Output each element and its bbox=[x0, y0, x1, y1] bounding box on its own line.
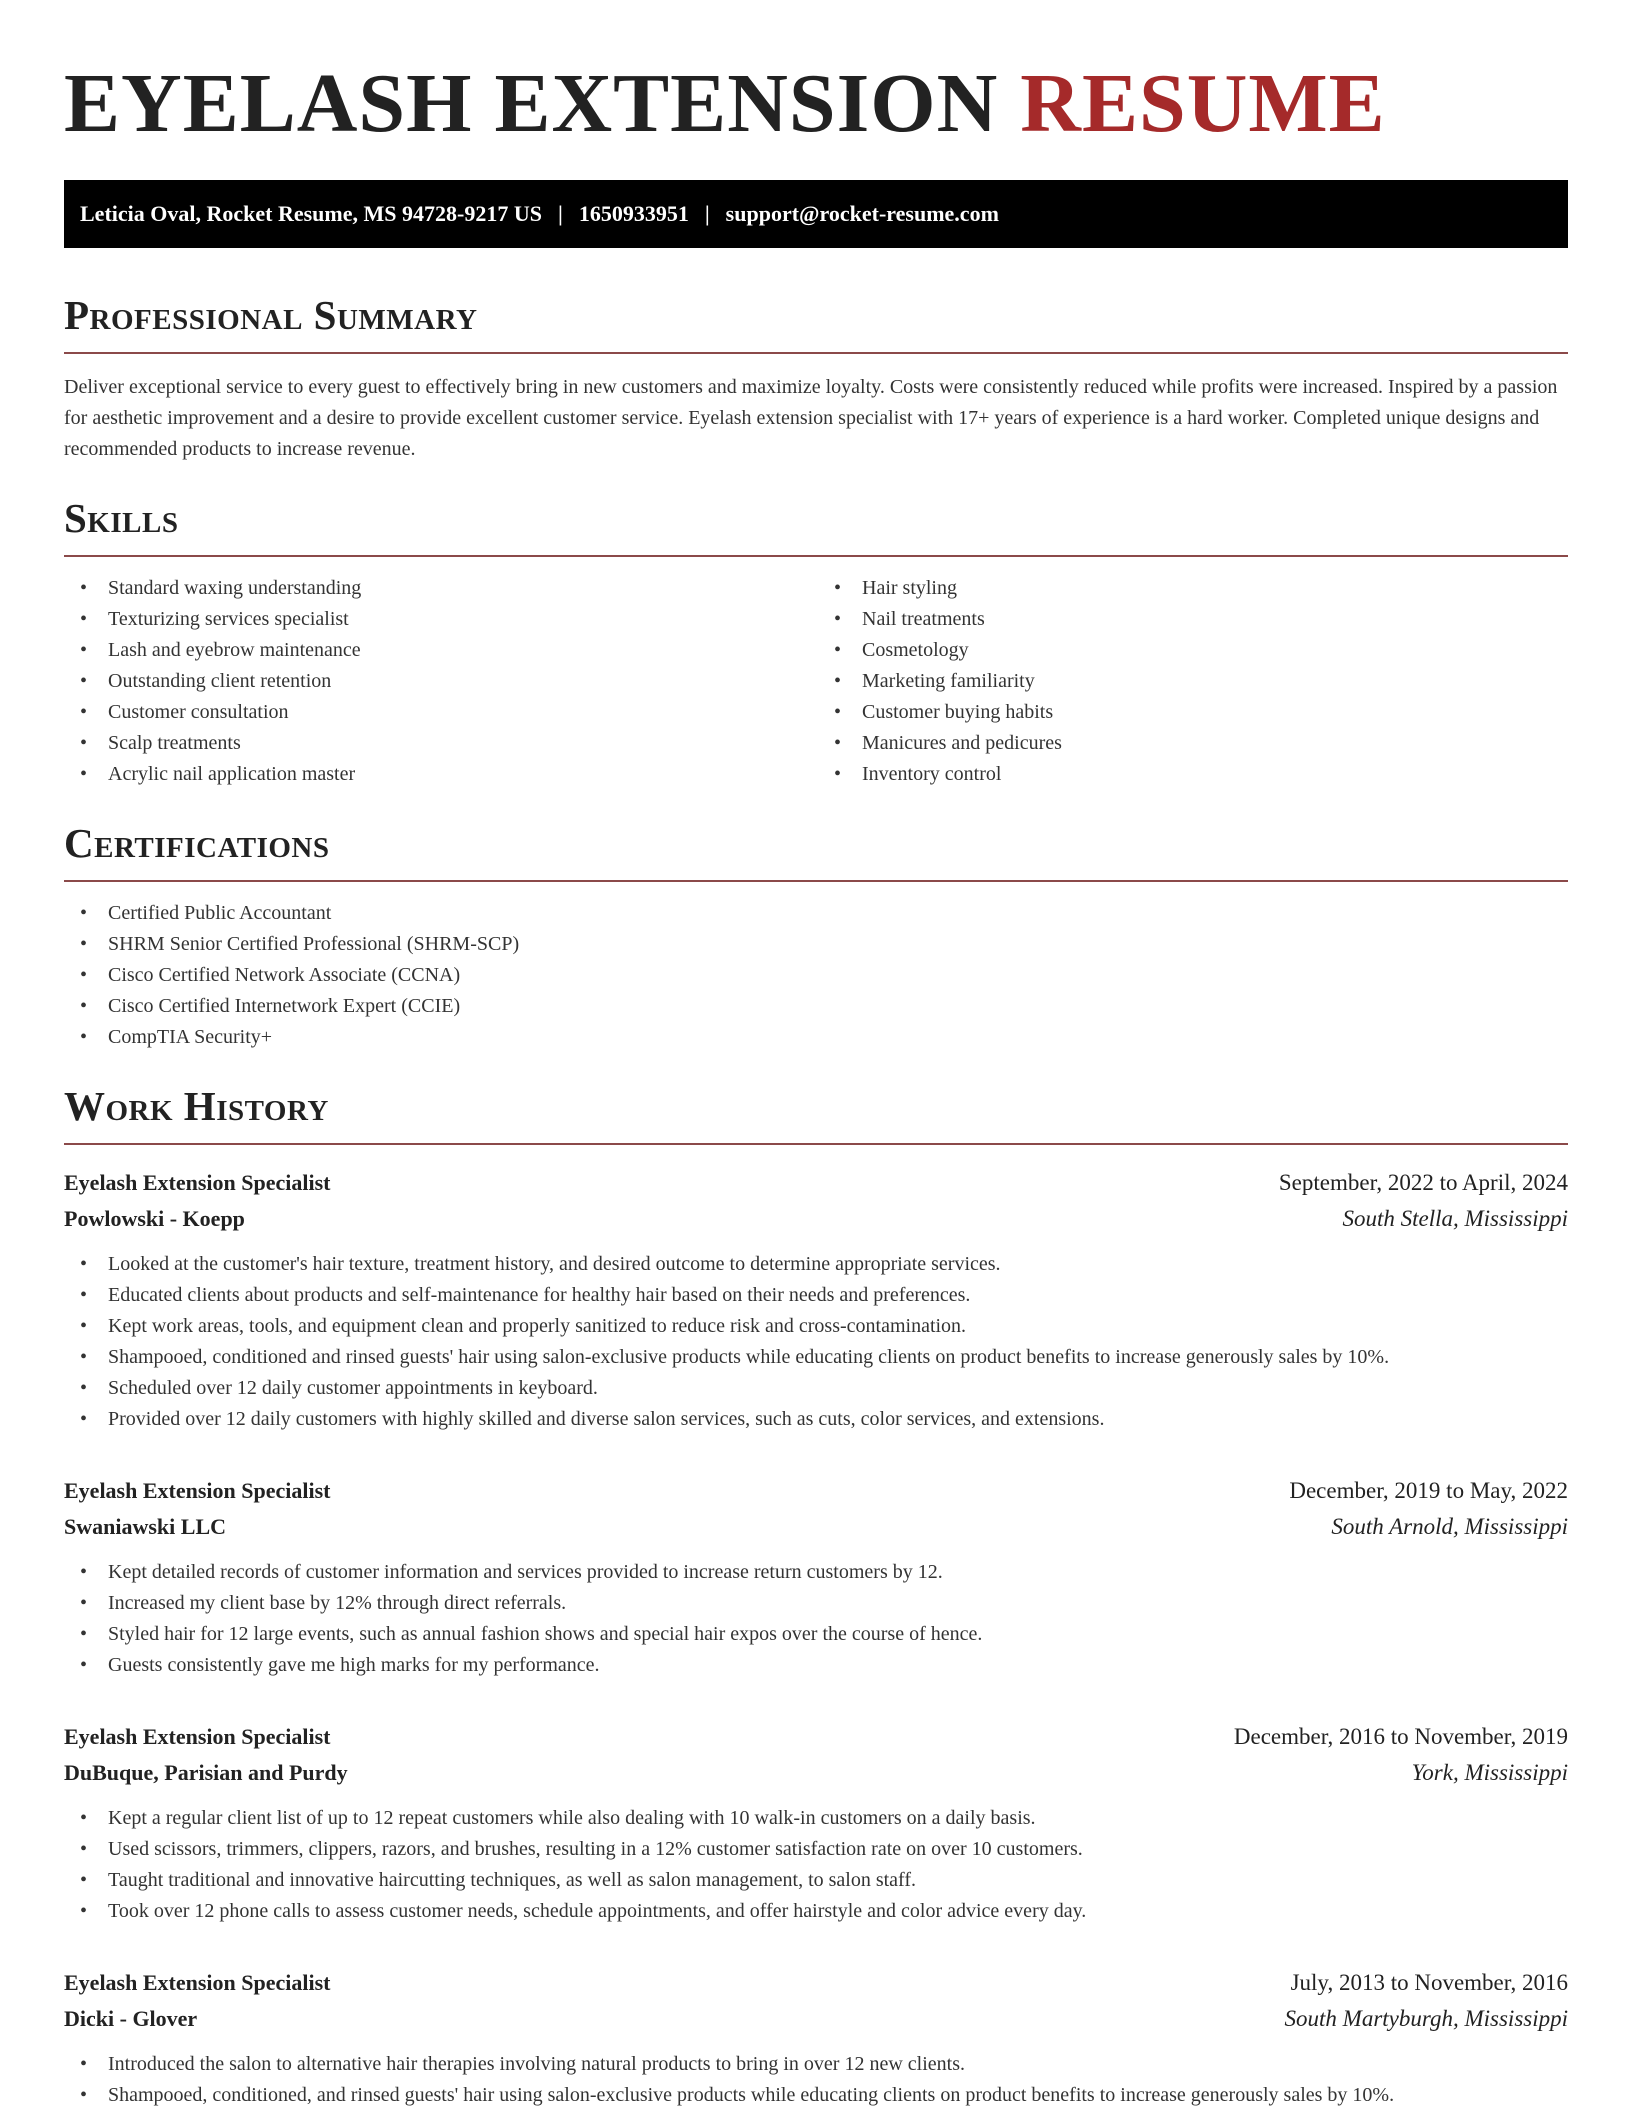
title-accent: RESUME bbox=[1020, 57, 1386, 150]
job-location: South Arnold, Mississippi bbox=[1331, 1514, 1568, 1539]
section-divider bbox=[64, 1143, 1568, 1145]
certification-item: • CompTIA Security+ bbox=[64, 1022, 1568, 1053]
contact-bar bbox=[64, 180, 1568, 248]
job-header-row bbox=[64, 1965, 1568, 2001]
job-company: DuBuque, Parisian and Purdy bbox=[64, 1760, 348, 1785]
skill-item: • Nail treatments bbox=[818, 604, 1568, 635]
job-bullet: • Educated clients about products and self-maintenance for healthy hair based on their needs and preferences. bbox=[64, 1280, 1568, 1311]
job-title: Eyelash Extension Specialist bbox=[64, 1478, 331, 1503]
skill-item: • Manicures and pedicures bbox=[818, 728, 1568, 759]
job-bullet: • Took over 12 phone calls to assess customer needs, schedule appointments, and offer hairstyle and color advice every day. bbox=[64, 1896, 1568, 1927]
job-location: South Martyburgh, Mississippi bbox=[1284, 2006, 1568, 2031]
job-dates: December, 2016 to November, 2019 bbox=[1233, 1724, 1568, 1749]
job-bullet: • Taught traditional and innovative haircutting techniques, as well as salon management, to salon staff. bbox=[64, 1865, 1568, 1896]
contact-email-link[interactable]: support@rocket-resume.com bbox=[725, 201, 999, 226]
certification-item: • Cisco Certified Network Associate (CCNA) bbox=[64, 960, 1568, 991]
job-entry bbox=[64, 1473, 1568, 1681]
job-company-row bbox=[64, 1201, 1568, 1237]
contact-phone: 1650933951 bbox=[578, 201, 689, 226]
job-bullets bbox=[64, 1557, 1568, 1681]
job-bullets bbox=[64, 1803, 1568, 1927]
job-bullet: • Looked at the customer's hair texture, treatment history, and desired outcome to determine appropriate services. bbox=[64, 1249, 1568, 1280]
title-main: EYELASH EXTENSION bbox=[64, 57, 999, 150]
job-bullet: • Used scissors, trimmers, clippers, razors, and brushes, resulting in a 12% customer satisfaction rate on over 10 customers. bbox=[64, 1834, 1568, 1865]
job-bullet: • Kept a regular client list of up to 12 repeat customers while also dealing with 10 walk-in customers on a daily basis. bbox=[64, 1803, 1568, 1834]
job-bullet: • Styled hair for 12 large events, such as annual fashion shows and special hair expos over the course of hence. bbox=[64, 1619, 1568, 1650]
job-bullet: • Scheduled over 12 daily customer appointments in keyboard. bbox=[64, 1373, 1568, 1404]
skill-item: • Acrylic nail application master bbox=[64, 759, 814, 790]
job-company-row bbox=[64, 2001, 1568, 2037]
job-company: Powlowski - Koepp bbox=[64, 1206, 245, 1231]
job-company: Swaniawski LLC bbox=[64, 1514, 227, 1539]
section-title-work-history: Work History bbox=[64, 1083, 329, 1129]
job-bullets bbox=[64, 1249, 1568, 1435]
skill-item: • Hair styling bbox=[818, 573, 1568, 604]
job-bullet: • Introduced the salon to alternative hair therapies involving natural products to bring in over 12 new clients. bbox=[64, 2049, 1568, 2080]
job-bullets bbox=[64, 2049, 1568, 2111]
job-bullet: • Increased my client base by 12% through direct referrals. bbox=[64, 1588, 1568, 1619]
skill-item: • Inventory control bbox=[818, 759, 1568, 790]
skill-item: • Standard waxing understanding bbox=[64, 573, 814, 604]
section-title-certifications: Certifications bbox=[64, 820, 330, 866]
resume-title bbox=[64, 56, 1568, 152]
skills-columns bbox=[64, 557, 1568, 790]
skill-item: • Customer consultation bbox=[64, 697, 814, 728]
section-title-summary: Professional Summary bbox=[64, 292, 478, 338]
job-dates: September, 2022 to April, 2024 bbox=[1278, 1170, 1568, 1195]
job-dates: July, 2013 to November, 2016 bbox=[1290, 1970, 1568, 1995]
contact-address: Leticia Oval, Rocket Resume, MS 94728-9217 US bbox=[80, 201, 542, 226]
section-title-skills: Skills bbox=[64, 495, 179, 541]
skills-list-left bbox=[64, 573, 814, 790]
certification-item: • Cisco Certified Internetwork Expert (CCIE) bbox=[64, 991, 1568, 1022]
job-bullet: • Shampooed, conditioned, and rinsed guests' hair using salon-exclusive products while educating clients on product benefits to increase generously sales by 10%. bbox=[64, 2080, 1568, 2111]
section-divider bbox=[64, 352, 1568, 354]
job-header-row bbox=[64, 1473, 1568, 1509]
skills-list-right bbox=[814, 573, 1568, 790]
skill-item: • Scalp treatments bbox=[64, 728, 814, 759]
summary-text: Deliver exceptional service to every guest to effectively bring in new customers and maximize loyalty. Costs were consistently reduced while profits were increased. Inspired by a passion for aesthetic improvement and a desire to provide excellent customer service. Eyelash extension specialist with 17+ years of experience is a hard worker. Completed unique designs and recommended products to increase revenue. bbox=[64, 376, 1558, 460]
skill-item: • Lash and eyebrow maintenance bbox=[64, 635, 814, 666]
job-company-row bbox=[64, 1755, 1568, 1791]
job-title: Eyelash Extension Specialist bbox=[64, 1724, 331, 1749]
job-location: York, Mississippi bbox=[1411, 1760, 1568, 1785]
summary-section bbox=[64, 292, 1568, 465]
job-company-row bbox=[64, 1509, 1568, 1545]
job-dates: December, 2019 to May, 2022 bbox=[1289, 1478, 1568, 1503]
job-header-row bbox=[64, 1165, 1568, 1201]
job-entry bbox=[64, 1965, 1568, 2111]
contact-separator: | bbox=[557, 201, 563, 226]
certification-item: • SHRM Senior Certified Professional (SHRM-SCP) bbox=[64, 929, 1568, 960]
job-company: Dicki - Glover bbox=[64, 2006, 198, 2031]
skill-item: • Marketing familiarity bbox=[818, 666, 1568, 697]
skill-item: • Texturizing services specialist bbox=[64, 604, 814, 635]
job-bullet: • Shampooed, conditioned and rinsed guests' hair using salon-exclusive products while educating clients on product benefits to increase generously sales by 10%. bbox=[64, 1342, 1568, 1373]
job-location: South Stella, Mississippi bbox=[1342, 1206, 1568, 1231]
job-bullet: • Guests consistently gave me high marks for my performance. bbox=[64, 1650, 1568, 1681]
job-title: Eyelash Extension Specialist bbox=[64, 1970, 331, 1995]
certification-item: • Certified Public Accountant bbox=[64, 898, 1568, 929]
work-history-section bbox=[64, 1083, 1568, 2111]
job-bullet: • Kept work areas, tools, and equipment clean and properly sanitized to reduce risk and cross-contamination. bbox=[64, 1311, 1568, 1342]
contact-separator: | bbox=[704, 201, 710, 226]
skill-item: • Customer buying habits bbox=[818, 697, 1568, 728]
section-divider bbox=[64, 880, 1568, 882]
certifications-list bbox=[64, 898, 1568, 1053]
skills-section bbox=[64, 495, 1568, 790]
skill-item: • Outstanding client retention bbox=[64, 666, 814, 697]
certifications-section bbox=[64, 820, 1568, 1053]
job-title: Eyelash Extension Specialist bbox=[64, 1170, 331, 1195]
job-header-row bbox=[64, 1719, 1568, 1755]
job-bullet: • Provided over 12 daily customers with highly skilled and diverse salon services, such as cuts, color services, and extensions. bbox=[64, 1404, 1568, 1435]
job-bullet: • Kept detailed records of customer information and services provided to increase return customers by 12. bbox=[64, 1557, 1568, 1588]
job-entry bbox=[64, 1719, 1568, 1927]
skill-item: • Cosmetology bbox=[818, 635, 1568, 666]
job-entry bbox=[64, 1165, 1568, 1435]
